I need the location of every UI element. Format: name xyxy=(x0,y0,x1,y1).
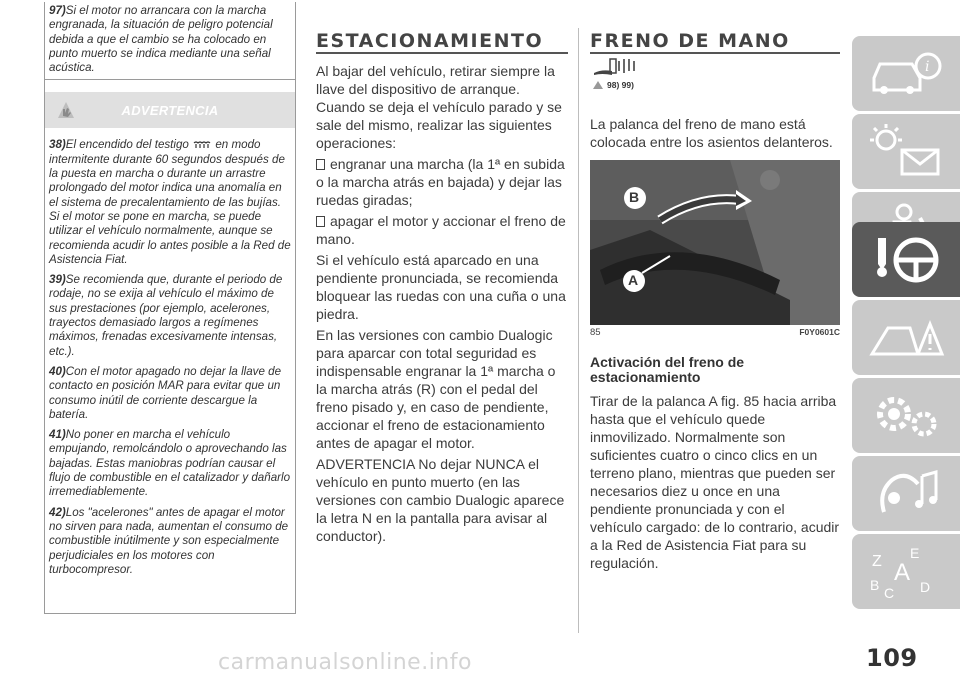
svg-text:D: D xyxy=(920,579,931,595)
bullet-text: apagar el motor y accionar el freno de mano. xyxy=(316,213,566,247)
glow-plug-icon xyxy=(192,140,212,150)
multimedia-icon xyxy=(864,462,954,524)
warning-39 xyxy=(49,273,292,359)
warnings-box xyxy=(44,2,296,614)
warning-number: 97) xyxy=(49,4,66,17)
warning-number: 40) xyxy=(49,364,66,378)
handbrake-illustration xyxy=(590,160,840,325)
lights-message-icon xyxy=(864,120,954,182)
body-paragraph: En las versiones con cambio Dualogic para aparcar con total seguridad es indispensable engranar la 1ª marcha o la marcha atrás (R) con el pedal del freno pisado y, en caso de pendiente, accionar el freno de estacionamiento antes de apagar el motor. xyxy=(316,327,556,451)
warning-text: Con el motor apagado no dejar la llave de contacto en posición MAR para evitar que un consumo inútil de corriente descargue la batería. xyxy=(49,364,282,421)
svg-text:B: B xyxy=(870,577,880,593)
heading-rule xyxy=(590,52,840,54)
key-steering-wheel-icon xyxy=(864,228,954,290)
advertencia-title: ADVERTENCIA xyxy=(121,102,219,118)
svg-text:A: A xyxy=(894,559,911,586)
warning-text: Si el motor no arrancara con la marcha engranada, la situación de peligro potencial debida a que el cambio se ha colocado en punto muerto se indica mediante una señal acústica. xyxy=(49,4,273,75)
freno-intro: La palanca del freno de mano está colocada entre los asientos delanteros. xyxy=(590,116,833,150)
warning-text: No poner en marcha el vehículo empujando, remolcándolo o aprovechando las bajadas. Estas maniobras podrían causar el flujo de combustible en el catalizador y dañarlo irremediablemente. xyxy=(49,428,291,499)
estacionamiento-heading: ESTACIONAMIENTO xyxy=(316,30,544,52)
warning-number: 41) xyxy=(49,428,66,442)
warning-41 xyxy=(49,428,292,499)
figure-label-b: B xyxy=(629,189,640,205)
figure-label-a: A xyxy=(628,272,639,288)
checkbox-bullet-icon xyxy=(316,159,325,170)
intro-paragraph: Al bajar del vehículo, retirar siempre la llave del dispositivo de arranque. Cuando se deja el vehículo parado y se sale del mismo, realizar las siguientes operaciones: xyxy=(316,63,562,151)
warning-text: Los "acelerones" antes de apagar el motor no sirven para nada, aumentan el consumo de combustible inútilmente y son especialmente perjudiciales en los motores con turbocompresor. xyxy=(49,505,289,576)
warning-references xyxy=(592,80,634,90)
warning-38 xyxy=(49,138,292,267)
figure-caption xyxy=(590,327,840,338)
estacionamiento-body xyxy=(316,62,566,548)
advertencia-header xyxy=(45,92,295,128)
hand-warning-icon xyxy=(592,80,604,90)
tab-multimedia[interactable] xyxy=(852,456,960,531)
warning-road-icon xyxy=(864,306,954,368)
activacion-body: Tirar de la palanca A fig. 85 hacia arriba hasta que el vehículo quede inmovilizado. Normalmente son suficientes cuatro o cinco clics en un terreno plano, mientras que pueden ser necesarios diez u once en una pendiente pronunciada y con el vehículo cargado: de lo contrario, acudir a la Red de Asistencia Fiat para su regulación. xyxy=(590,393,840,571)
figure-code: F0Y0601C xyxy=(799,327,840,337)
watermark: carmanualsonline.info xyxy=(218,650,472,675)
svg-text:i: i xyxy=(925,59,930,75)
warning-97 xyxy=(45,2,295,80)
warning-42 xyxy=(49,506,292,577)
warning-number: 39) xyxy=(49,273,66,287)
warning-refs-text: 98) 99) xyxy=(607,80,634,90)
warning-text: Se recomienda que, durante el periodo de rodaje, no se exija al vehículo el máximo de sus prestaciones (por ejemplo, acelerones, trayectos demasiado largos a regímenes máximos, frenadas excesivamente intensas, etc.). xyxy=(49,273,283,358)
tab-lights-messages[interactable] xyxy=(852,114,960,189)
bullet-item xyxy=(316,212,566,248)
warning-text: en modo intermitente durante 60 segundos después de la puesta en marcha o durante un arrastre prolongado del motor indica una anomalía en el sistema de precalentamiento de las bujías. Si el motor se pone en marcha, se puede utilizar el vehículo normalmente, aunque se recomienda acudir lo antes posible a la Red de Asistencia Fiat. xyxy=(49,138,291,266)
page-number: 109 xyxy=(866,644,918,672)
handbrake-figure xyxy=(590,160,840,325)
car-info-icon xyxy=(864,42,954,104)
gears-icon xyxy=(864,384,954,446)
checkbox-bullet-icon xyxy=(316,216,325,227)
body-paragraph: ADVERTENCIA No dejar NUNCA el vehículo en punto muerto (en las versiones con cambio Dualogic aparece la letra N en la pantalla para avisar al conductor). xyxy=(316,456,565,544)
bullet-text: engranar una marcha (la 1ª en subida o la marcha atrás en bajada) y dejar las ruedas giradas; xyxy=(316,156,565,208)
bullet-item xyxy=(316,155,566,209)
svg-text:E: E xyxy=(910,545,920,561)
svg-text:Z: Z xyxy=(872,553,882,570)
warning-40 xyxy=(49,365,292,422)
freno-de-mano-heading: FRENO DE MANO xyxy=(590,30,790,52)
svg-text:C: C xyxy=(884,585,895,601)
figure-number: 85 xyxy=(590,327,601,338)
warning-number: 38) xyxy=(49,138,66,152)
warning-number: 42) xyxy=(49,505,66,519)
column-divider xyxy=(578,28,579,633)
body-paragraph: Si el vehículo está aparcado en una pendiente pronunciada, se recomienda bloquear las ruedas con una cuña o una piedra. xyxy=(316,252,566,322)
warning-text: El encendido del testigo xyxy=(65,138,189,152)
tab-emergency[interactable] xyxy=(852,300,960,375)
tab-starting-driving[interactable] xyxy=(852,222,960,297)
heading-rule xyxy=(316,52,568,54)
hand-warning-icon xyxy=(55,100,77,120)
tab-car-info[interactable] xyxy=(852,36,960,111)
tab-maintenance[interactable] xyxy=(852,378,960,453)
tab-index[interactable] xyxy=(852,534,960,609)
index-icon xyxy=(864,540,954,602)
handbrake-book-icon xyxy=(592,55,638,77)
activacion-subheading: Activación del freno de estacionamiento xyxy=(590,354,745,385)
